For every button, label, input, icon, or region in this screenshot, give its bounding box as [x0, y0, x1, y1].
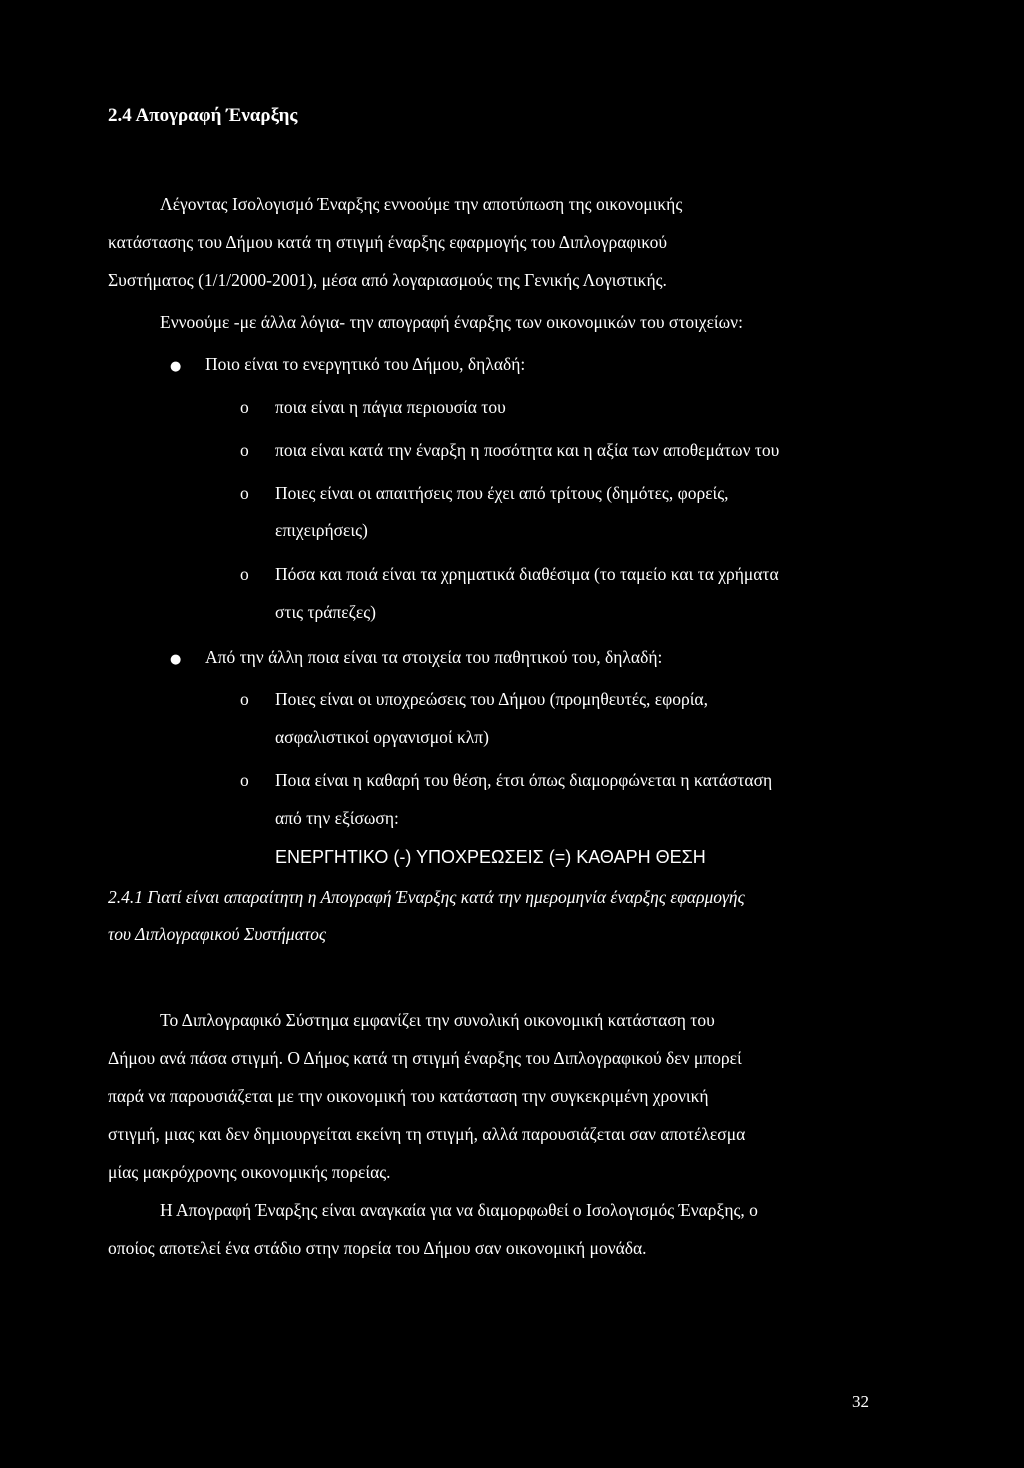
- assets-item-4-line-1: Πόσα και ποιά είναι τα χρηματικά διαθέσιμα (το ταμείο και τα χρήματα: [275, 564, 779, 584]
- sub-marker: o: [240, 689, 249, 709]
- sub-marker: o: [240, 397, 249, 417]
- liabilities-item-2-line-1: Ποια είναι η καθαρή του θέση, έτσι όπως διαμορφώνεται η κατάσταση: [275, 770, 773, 790]
- intro-line-4: Εννοούμε -με άλλα λόγια- την απογραφή έναρξης των οικονομικών του στοιχείων:: [160, 312, 743, 332]
- paragraph-2-line-1: Η Απογραφή Έναρξης είναι αναγκαία για να διαμορφωθεί ο Ισολογισμός Έναρξης, ο: [160, 1200, 758, 1220]
- liabilities-item-2-line-2: από την εξίσωση:: [275, 808, 399, 828]
- subheading-line-1: 2.4.1 Γιατί είναι απαραίτητη η Απογραφή Έναρξης κατά την ημερομηνία έναρξης εφαρμογής: [108, 887, 745, 907]
- assets-item-3-line-1: Ποιες είναι οι απαιτήσεις που έχει από τρίτους (δημότες, φορείς,: [275, 483, 729, 503]
- liabilities-title: Από την άλλη ποια είναι τα στοιχεία του παθητικού του, δηλαδή:: [205, 647, 663, 667]
- paragraph-1-line-3: παρά να παρουσιάζεται με την οικονομική του κατάσταση την συγκεκριμένη χρονική: [108, 1086, 709, 1106]
- paragraph-1-line-5: μίας μακρόχρονης οικονομικής πορείας.: [108, 1162, 391, 1182]
- intro-line-2: κατάστασης του Δήμου κατά τη στιγμή έναρξης εφαρμογής του Διπλογραφικού: [108, 232, 668, 252]
- liabilities-item-1-line-1: Ποιες είναι οι υποχρεώσεις του Δήμου (προμηθευτές, εφορία,: [275, 689, 708, 709]
- sub-marker: o: [240, 770, 249, 790]
- assets-title: Ποιο είναι το ενεργητικό του Δήμου, δηλαδή:: [205, 354, 526, 374]
- intro-line-1: Λέγοντας Ισολογισμό Έναρξης εννοούμε την αποτύπωση της οικονομικής: [160, 194, 683, 214]
- assets-item-1: ποια είναι η πάγια περιουσία του: [275, 397, 506, 417]
- paragraph-1-line-4: στιγμή, μιας και δεν δημιουργείται εκείνη τη στιγμή, αλλά παρουσιάζεται σαν αποτέλεσμα: [108, 1124, 746, 1144]
- assets-item-2: ποια είναι κατά την έναρξη η ποσότητα και η αξία των αποθεμάτων του: [275, 440, 780, 460]
- sub-marker: o: [240, 564, 249, 584]
- assets-item-3-line-2: επιχειρήσεις): [275, 520, 368, 540]
- bullet-marker: ●: [170, 359, 182, 374]
- section-heading: 2.4 Απογραφή Έναρξης: [108, 105, 298, 126]
- liabilities-item-1-line-2: ασφαλιστικοί οργανισμοί κλπ): [275, 727, 489, 747]
- page-number: 32: [852, 1392, 869, 1411]
- paragraph-1-line-2: Δήμου ανά πάσα στιγμή. Ο Δήμος κατά τη στιγμή έναρξης του Διπλογραφικού δεν μπορεί: [108, 1048, 742, 1068]
- assets-item-4-line-2: στις τράπεζες): [275, 602, 376, 622]
- equation: ΕΝΕΡΓΗΤΙΚΟ (-) ΥΠΟΧΡΕΩΣΕΙΣ (=) ΚΑΘΑΡΗ ΘΕΣΗ: [275, 847, 706, 867]
- sub-marker: o: [240, 483, 249, 503]
- subheading-line-2: του Διπλογραφικού Συστήματος: [108, 924, 327, 944]
- bullet-marker: ●: [170, 652, 182, 667]
- paragraph-1-line-1: Το Διπλογραφικό Σύστημα εμφανίζει την συνολική οικονομική κατάσταση του: [160, 1010, 715, 1030]
- intro-line-3: Συστήματος (1/1/2000-2001), μέσα από λογαριασμούς της Γενικής Λογιστικής.: [108, 270, 667, 290]
- sub-marker: o: [240, 440, 249, 460]
- paragraph-2-line-2: οποίος αποτελεί ένα στάδιο στην πορεία του Δήμου σαν οικονομική μονάδα.: [108, 1238, 647, 1258]
